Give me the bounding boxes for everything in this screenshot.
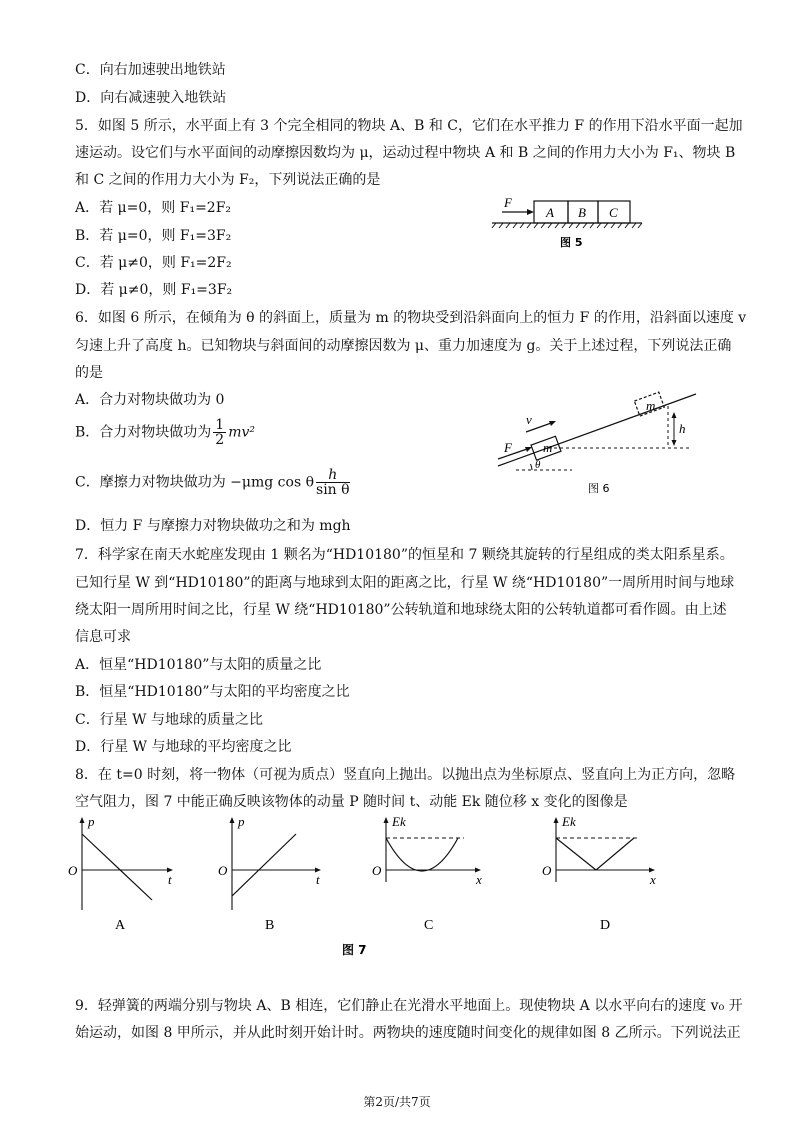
arrow-head-icon	[527, 209, 534, 215]
question-7-stem-4: 信息可求	[75, 629, 131, 645]
y-label: Ek	[392, 814, 406, 829]
question-6-stem-2: 匀速上升了高度 h。已知物块与斜面间的动摩擦因数为 μ、重力加速度为 g。关于上述过程，下列说法正确	[75, 338, 732, 354]
theta-label: θ	[535, 459, 541, 471]
question-6-option-a: A．合力对物块做功为 0	[75, 392, 225, 408]
graph-a-label: A	[115, 918, 126, 933]
force-label: F	[504, 440, 512, 455]
question-6-stem-3: 的是	[75, 365, 103, 381]
block-lower-label: m	[543, 440, 553, 455]
origin-label: O	[372, 863, 382, 878]
question-5-stem-2: 速运动。设它们与水平面间的动摩擦因数均为 μ，运动过程中物块 A 和 B 之间的作用力大小为 F₁、物块 B	[75, 145, 736, 161]
figure-7	[60, 812, 680, 962]
option-5-prev-c: C．向右加速驶出地铁站	[75, 62, 226, 78]
arrow-up-icon	[554, 817, 559, 823]
figure-5	[490, 193, 650, 255]
arrow-down-icon	[672, 440, 677, 446]
block-a-label: A	[546, 205, 554, 220]
option-c-text: C．摩擦力对物块做功为 −μmg cos θ	[75, 474, 315, 491]
arrow-up-icon	[230, 817, 235, 823]
force-label: F	[504, 195, 512, 210]
graph-a	[68, 814, 173, 933]
page-footer: 第2页/共7页	[363, 1095, 431, 1109]
fraction-denominator: 2	[215, 432, 225, 448]
fraction-h-over-sin	[316, 468, 350, 497]
question-9-stem-1: 9．轻弹簧的两端分别与物块 A、B 相连，它们静止在光滑水平地面上。现使物块 A 以水平向右的速度 v₀ 开	[75, 998, 743, 1014]
origin-label: O	[68, 863, 78, 878]
question-5-option-d: D．若 μ≠0，则 F₁=3F₂	[75, 282, 233, 298]
origin-label: O	[218, 863, 228, 878]
ek-x-line-up	[596, 838, 634, 870]
question-7-option-a: A．恒星“HD10180”与太阳的质量之比	[75, 657, 322, 673]
x-label: x	[650, 872, 656, 887]
fraction-one-half	[213, 418, 226, 447]
question-6-option-c	[75, 468, 352, 497]
graph-c	[372, 814, 482, 933]
figure-6	[492, 386, 704, 498]
y-label: p	[88, 814, 95, 829]
question-7-stem-1: 7．科学家在南天水蛇座发现由 1 颗名为“HD10180”的恒星和 7 颗绕其旋转的行星组成的类太阳系星系。	[75, 547, 734, 563]
y-label: Ek	[562, 814, 576, 829]
arrow-up-icon	[672, 412, 677, 418]
question-8-stem-1: 8．在 t=0 时刻，将一物体（可视为质点）竖直向上抛出。以抛出点为坐标原点、竖直向上为正方向，忽略	[75, 767, 736, 783]
question-5-option-c: C．若 μ≠0，则 F₁=2F₂	[75, 255, 232, 271]
origin-label: O	[542, 863, 552, 878]
question-5-stem-1: 5．如图 5 所示，水平面上有 3 个完全相同的物块 A、B 和 C，它们在水平推力 F 的作用下沿水平面一起加	[75, 118, 743, 134]
fraction-numerator: 1	[215, 417, 225, 433]
height-label: h	[679, 421, 686, 436]
p-t-line	[82, 834, 152, 900]
question-5-option-b: B．若 μ=0，则 F₁=3F₂	[75, 228, 232, 244]
fraction-numerator: h	[316, 468, 350, 483]
figure-7-caption: 图 7	[342, 943, 367, 957]
block-c-label: C	[609, 205, 618, 220]
question-5-stem-3: 和 C 之间的作用力大小为 F₂，下列说法正确的是	[75, 172, 381, 188]
graph-d	[542, 814, 656, 933]
question-7-option-d: D．行星 W 与地球的平均密度之比	[75, 739, 292, 755]
question-8-stem-2: 空气阻力，图 7 中能正确反映该物体的动量 P 随时间 t、动能 Ek 随位移 x 变化的图像是	[75, 794, 628, 810]
x-label: t	[316, 872, 320, 887]
question-6-stem-1: 6．如图 6 所示，在倾角为 θ 的斜面上，质量为 m 的物块受到沿斜面向上的恒力 F 的作用，沿斜面以速度 v	[75, 310, 747, 326]
question-7-stem-2: 已知行星 W 到“HD10180”的距离与地球到太阳的距离之比，行星 W 绕“HD10180”一周所用时间与地球	[75, 575, 735, 591]
option-5-prev-d: D．向右减速驶入地铁站	[75, 90, 227, 106]
figure-6-caption: 图 6	[588, 482, 610, 495]
graph-d-label: D	[600, 918, 611, 933]
question-6-option-d: D．恒力 F 与摩擦力对物块做功之和为 mgh	[75, 518, 351, 534]
arrow-head-icon	[525, 447, 532, 452]
graph-c-label: C	[424, 918, 434, 933]
question-7-option-c: C．行星 W 与地球的质量之比	[75, 712, 264, 728]
fraction-denominator: sin θ	[316, 482, 350, 498]
figure-5-caption: 图 5	[560, 236, 583, 249]
arrow-up-icon	[384, 817, 389, 823]
y-label: p	[238, 814, 245, 829]
velocity-label: v	[526, 412, 532, 427]
x-label: x	[476, 872, 482, 887]
arrow-up-icon	[80, 817, 85, 823]
question-7-stem-3: 绕太阳一周所用时间之比，行星 W 绕“HD10180”公转轨道和地球绕太阳的公转轨道都可看作圆。由上述	[75, 602, 727, 618]
incline-line	[498, 394, 696, 466]
ek-x-line-down	[556, 838, 596, 870]
block-b-label: B	[578, 205, 586, 220]
x-label: t	[168, 872, 172, 887]
p-t-line	[232, 834, 296, 896]
question-5-option-a: A．若 μ=0，则 F₁=2F₂	[75, 200, 232, 216]
question-9-stem-2: 始运动，如图 8 甲所示，并从此时刻开始计时。两物块的速度随时间变化的规律如图 8 乙所示。下列说法正	[75, 1025, 741, 1041]
theta-arc	[531, 464, 533, 470]
graph-b	[218, 814, 321, 933]
question-7-option-b: B．恒星“HD10180”与太阳的平均密度之比	[75, 684, 350, 700]
option-b-text: B．合力对物块做功为	[75, 424, 212, 441]
force-arrow	[498, 448, 530, 459]
graph-b-label: B	[265, 918, 275, 933]
ground-hatch	[492, 223, 642, 228]
arrow-head-icon	[549, 421, 556, 426]
block-upper-label: m	[646, 398, 656, 413]
ek-x-curve	[386, 838, 458, 871]
question-6-option-b	[75, 418, 255, 447]
option-b-expression: mv²	[228, 424, 256, 441]
